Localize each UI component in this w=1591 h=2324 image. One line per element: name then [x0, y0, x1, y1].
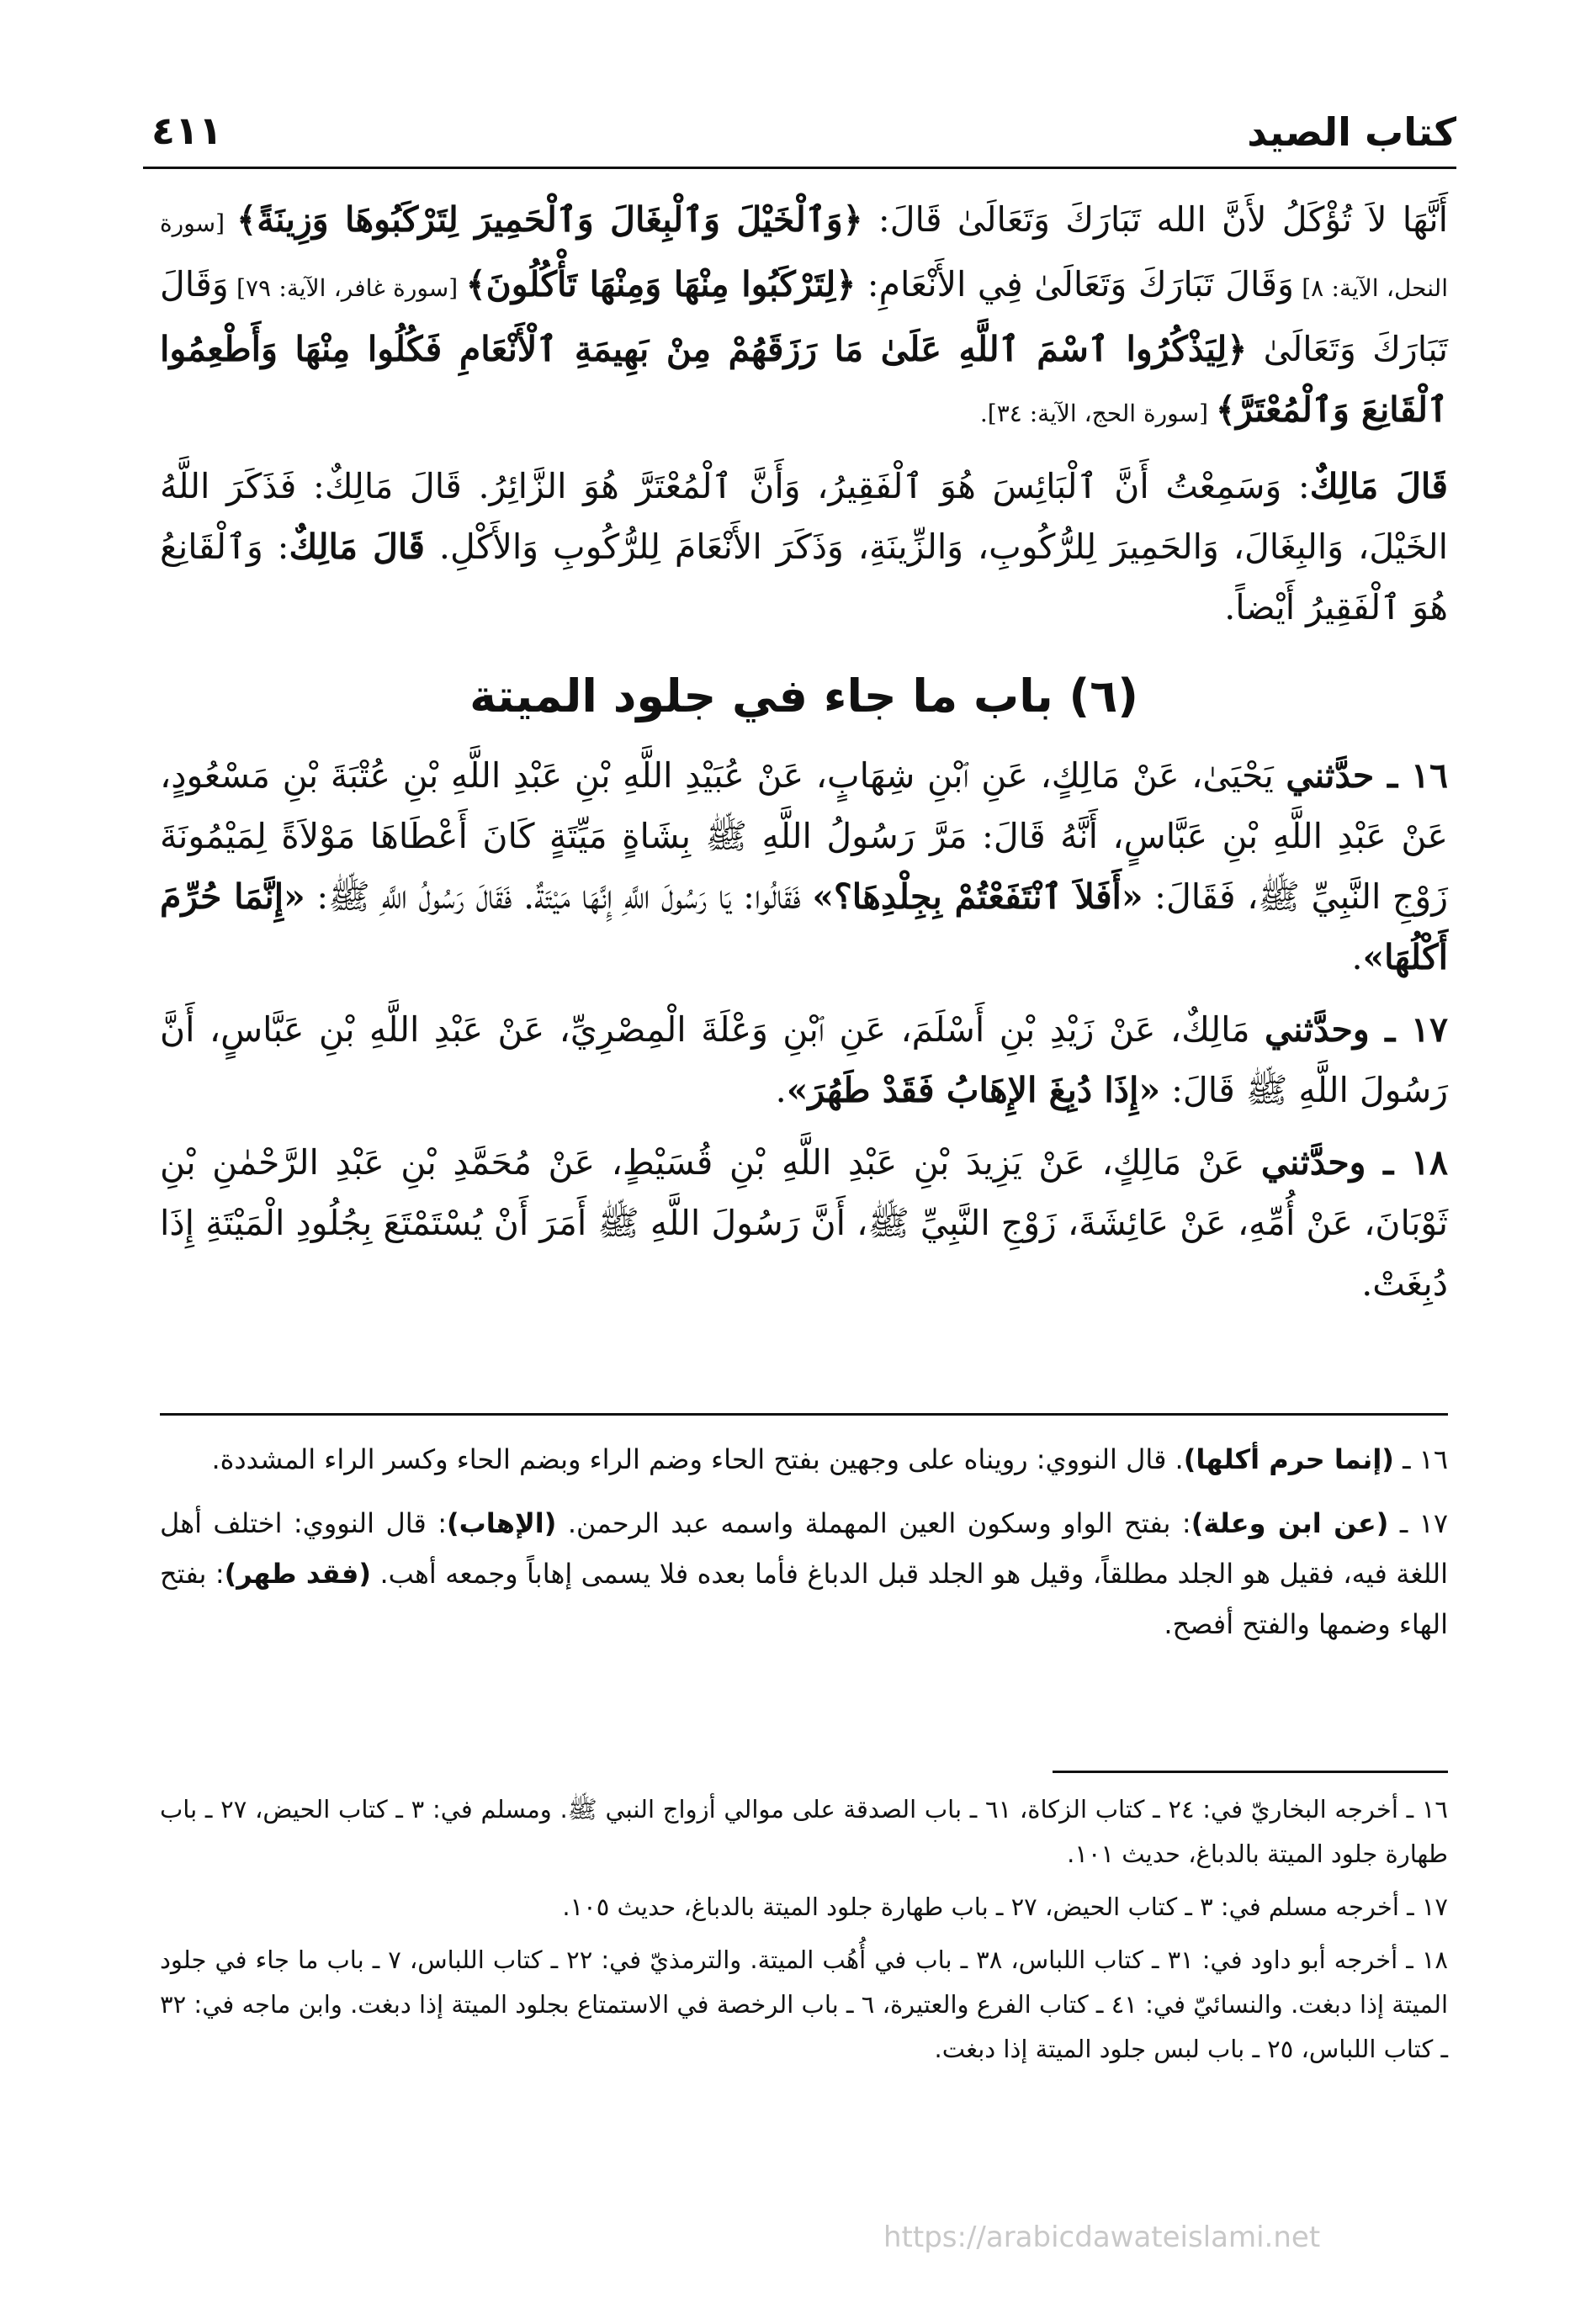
text-span: : بفتح الواو وسكون العين المهملة واسمه عبد الرحمن.: [556, 1507, 1191, 1539]
paragraph-malik: [160, 456, 1448, 638]
hadith-18: [160, 1132, 1448, 1314]
text-span: وَقَالَ تَبَارَكَ وَتَعَالَىٰ فِي الأَنْعَامِ:: [856, 264, 1294, 304]
narration-lead: وحدَّثني: [1260, 1142, 1366, 1183]
hadith-number: ١٦ ـ: [1374, 755, 1449, 796]
notes-rule: [160, 1413, 1448, 1416]
hadith-17: [160, 999, 1448, 1120]
paragraph-quran-verses: [160, 189, 1448, 444]
text-span: . قال النووي: رويناه على وجهين بفتح الحاء وضم الراء وبضم الحاء وكسر الراء المشددة.: [211, 1443, 1184, 1475]
verse-reference: [سورة غافر، الآية: ٧٩]: [228, 274, 466, 302]
note-term: (فقد طهر): [224, 1558, 371, 1590]
text-span: أَنَّهَا لاَ تُؤْكَلُ لأَنَّ الله تَبَارَكَ وَتَعَالَىٰ قَالَ:: [862, 199, 1448, 240]
text-span: مَالِكٌ، عَنْ زَيْدِ بْنِ أَسْلَمَ، عَنِ ٱبْنِ وَعْلَةَ الْمِصْرِيِّ، عَنْ عَبْدِ اللَّهِ بْنِ عَبَّاسٍ، أَنَّ رَسُولَ اللَّهِ ﷺ قَالَ:: [160, 1009, 1448, 1110]
text-span: .: [775, 1070, 787, 1110]
reference-17: ١٧ ـ أخرجه مسلم في: ٣ ـ كتاب الحيض، ٢٧ ـ باب طهارة جلود الميتة بالدباغ، حديث ١٠٥.: [562, 1893, 1448, 1921]
note-term: (الإهاب): [446, 1507, 557, 1539]
page-header: [143, 101, 1456, 168]
note-17: [160, 1498, 1448, 1649]
header-rule: [143, 167, 1456, 169]
verse-reference: [سورة الحج، الآية: ٣٤].: [979, 400, 1216, 427]
speaker-label: قَالَ مَالِكٌ: [289, 527, 426, 567]
reference-16: ١٦ ـ أخرجه البخاريّ في: ٢٤ ـ كتاب الزكاة، ٦١ ـ باب الصدقة على موالي أزواج النبي ﷺ. ومسلم في: ٣ ـ كتاب الحيض، ٢٧ ـ باب طهارة جلود الميتة بالدباغ، حديث ١٠١.: [160, 1795, 1448, 1868]
note-16: [160, 1434, 1448, 1485]
verse-reference: [سورة النحل، الآية: ٨]: [160, 209, 1448, 302]
text-span: : وَٱلْقَانِعُ هُوَ ٱلْفَقِيرُ أَيْضاً.: [160, 527, 1448, 627]
watermark: https://arabicdawateislami.net: [883, 2221, 1321, 2254]
reference-18: ١٨ ـ أخرجه أبو داود في: ٣١ ـ كتاب اللباس، ٣٨ ـ باب في أُهُب الميتة. والترمذيّ في: ٢٢ ـ كتاب اللباس، ٧ ـ باب ما جاء في جلود الميتة إذا دبغت. والنسائيّ في: ٤١ ـ كتاب الفرع والعتيرة، ٦ ـ باب الرخصة في الاستمتاع بجلود الميتة إذا دبغت. وابن ماجه في: ٣٢ ـ كتاب اللباس، ٢٥ ـ باب لبس جلود الميتة إذا دبغت.: [160, 1945, 1449, 2063]
quran-verse: ﴿لِيَذْكُرُوا ٱسْمَ ٱللَّهِ عَلَىٰ مَا رَزَقَهُمْ مِنْ بَهِيمَةِ ٱلْأَنْعَامِ فَكُلُوا مِنْهَا وَأَطْعِمُوا ٱلْقَانِعَ وَٱلْمُعْتَرَّ﴾: [160, 329, 1448, 430]
text-span: : بفتح الهاء وضمها والفتح أفصح.: [160, 1558, 1448, 1640]
text-span: : وَسَمِعْتُ أَنَّ ٱلْبَائِسَ هُوَ ٱلْفَقِيرُ، وَأَنَّ ٱلْمُعْتَرَّ هُوَ الزَّائِرُ. قَالَ مَالِكٌ: فَذَكَرَ اللَّهُ الخَيْلَ، وَالبِغَالَ، وَالحَمِيرَ لِلرُّكُوبِ، وَالزِّينَةِ، وَذَكَرَ الأَنْعَامَ لِلرُّكُوبِ وَالأَكْلِ.: [160, 466, 1449, 567]
main-text: [160, 189, 1448, 1326]
references: [160, 1787, 1448, 2080]
narration-lead: حدَّثني: [1286, 755, 1375, 796]
speaker-label: قَالَ مَالِكٌ: [1309, 466, 1449, 506]
prophet-quote: «إِنَّمَا حُرِّمَ أَكْلُهَا»: [160, 876, 1448, 977]
note-term: (إنما حرم أكلها): [1183, 1443, 1394, 1475]
quran-verse: ﴿لِتَرْكَبُوا مِنْهَا وَمِنْهَا تَأْكُلُونَ﴾: [465, 264, 856, 304]
note-number: ١٧ ـ: [1388, 1507, 1449, 1539]
text-span: : قال النووي: اختلف أهل اللغة فيه، فقيل هو الجلد مطلقاً، وقيل هو الجلد قبل الدباغ فأما بعده فلا يسمى إهاباً وجمعه أهب.: [160, 1507, 1449, 1590]
page-number: ٤١١: [151, 108, 223, 153]
quran-verse: ﴿وَٱلْخَيْلَ وَٱلْبِغَالَ وَٱلْحَمِيرَ لِتَرْكَبُوهَا وَزِينَةً﴾: [236, 199, 863, 240]
prophet-quote: «إِذَا دُبِغَ الإِهَابُ فَقَدْ طَهُرَ»: [786, 1070, 1161, 1110]
text-span: فَقَالُوا: يَا رَسُولَ اللَّهِ إِنَّهَا مَيْتَةٌ. فَقَالَ رَسُولُ اللَّهِ ﷺ:: [305, 876, 813, 917]
hadith-number: ١٨ ـ: [1366, 1142, 1448, 1183]
text-span: وَقَالَ تَبَارَكَ وَتَعَالَىٰ: [160, 264, 1448, 369]
hadith-number: ١٧ ـ: [1369, 1009, 1448, 1050]
hadith-16: [160, 745, 1448, 987]
note-number: ١٦ ـ: [1393, 1443, 1448, 1475]
text-span: عَنْ مَالِكٍ، عَنْ يَزِيدَ بْنِ عَبْدِ اللَّهِ بْنِ قُسَيْطٍ، عَنْ مُحَمَّدِ بْنِ عَبْدِ الرَّحْمٰنِ بْنِ ثَوْبَانَ، عَنْ أُمِّهِ، عَنْ عَائِشَةَ، زَوْجِ النَّبِيِّ ﷺ، أَنَّ رَسُولَ اللَّهِ ﷺ أَمَرَ أَنْ يُسْتَمْتَعَ بِجُلُودِ الْمَيْتَةِ إِذَا دُبِغَتْ.: [160, 1142, 1448, 1304]
note-term: (عن ابن وعلة): [1191, 1507, 1389, 1539]
prophet-quote: «أَفَلاَ ٱنْتَفَعْتُمْ بِجِلْدِهَا؟»: [812, 876, 1143, 917]
text-span: يَحْيَىٰ، عَنْ مَالِكٍ، عَنِ ٱبْنِ شِهَابٍ، عَنْ عُبَيْدِ اللَّهِ بْنِ عَبْدِ اللَّهِ بْنِ عُتْبَةَ بْنِ مَسْعُودٍ، عَنْ عَبْدِ اللَّهِ بْنِ عَبَّاسٍ، أَنَّهُ قَالَ: مَرَّ رَسُولُ اللَّهِ ﷺ بِشَاةٍ مَيِّتَةٍ كَانَ أَعْطَاهَا مَوْلاَةً لِمَيْمُونَةَ زَوْجِ النَّبِيِّ ﷺ، فَقَالَ:: [160, 755, 1448, 917]
text-span: .: [1351, 937, 1363, 977]
chapter-title: (٦) باب ما جاء في جلود الميتة: [469, 670, 1138, 723]
narration-lead: وحدَّثني: [1265, 1009, 1370, 1050]
book-title: كتاب الصيد: [1247, 109, 1456, 155]
references-rule: [1053, 1771, 1448, 1773]
commentary-notes: [160, 1434, 1448, 1663]
